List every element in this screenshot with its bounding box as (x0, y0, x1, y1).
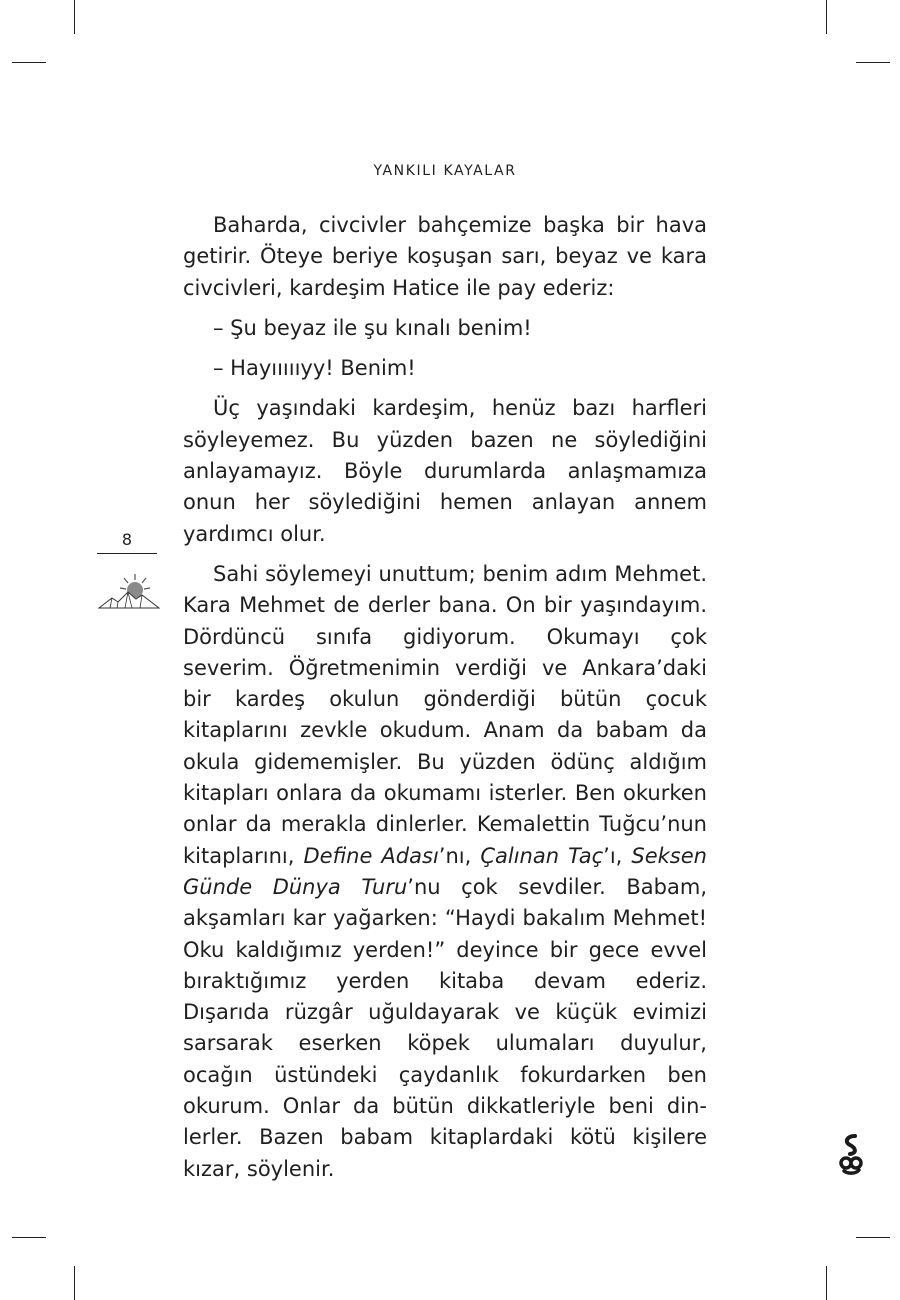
book-title: Define Adası (303, 843, 439, 868)
crop-mark-top-right-h (856, 62, 890, 63)
sun-mountain-icon (98, 572, 160, 614)
publisher-logo-icon (838, 1133, 864, 1175)
text-run: ’nı, (438, 843, 481, 868)
body-text (183, 210, 707, 1194)
text-run: – Hayıııııyy! Benim! (213, 356, 416, 381)
paragraph (183, 559, 707, 1185)
crop-mark-bottom-right (826, 1266, 827, 1300)
text-run: Baharda, civcivler bahçemize başka bir hava getirir. Öteye beriye koşuşan sarı, beyaz ve kara civcivleri, kardeşim Hatice ile pay ederiz: (183, 213, 707, 300)
running-head: YANKILI KAYALAR (373, 163, 517, 179)
folio-rule (97, 553, 157, 554)
crop-mark-top-left-h (12, 62, 46, 63)
book-title: Seksen Günde Dünya Turu (183, 843, 707, 899)
text-run: Sahi söylemeyi unuttum; benim adım Mehmet. Kara Mehmet de derler bana. On bir yaşındayım. Dördüncü sınıfa gidiyorum. Okumayı çok severim. Öğretmenimin verdiği ve Ankara’daki bir kardeş okulun gönderdiği bütün çocuk kitaplarını zevkle okudum. Anam da babam da okula gidememişler. Bu yüzden ödünç aldığım kitapları onlara da okumamı isterler. Ben okurken onlar da merakla dinlerler. Kemalettin Tuğcu’nun kitaplarını, (183, 561, 707, 868)
text-run: – Şu beyaz ile şu kınalı benim! (213, 315, 532, 340)
book-title: Çalınan Taç (480, 843, 604, 868)
crop-mark-bottom-left (74, 1266, 75, 1300)
paragraph (183, 210, 707, 304)
text-run: ’nu çok sevdiler. Babam, akşamları kar yağarken: “Haydi bakalım Mehmet! Oku kaldığımız yerden!” deyince bir gece evvel bıraktığımız yerden kitaba devam ederiz. Dışarıda rüzgâr uğuldayarak ve küçük evimizi sarsarak eserken köpek ulumaları duyulur, ocağın üstündeki çaydanlık fokurdarken ben okurum. Onlar da bütün dikkatleriyle beni dinlerler. Bazen babam kitaplardaki kötü kişilere kızar, söylenir. (183, 874, 707, 1181)
crop-mark-bottom-left-h (12, 1237, 46, 1238)
paragraph (183, 393, 707, 549)
dialog-line (183, 353, 707, 384)
page-number: 8 (121, 530, 133, 549)
dialog-line (183, 313, 707, 344)
crop-mark-top-left (74, 0, 75, 34)
crop-mark-top-right (826, 0, 827, 34)
text-run: ’ı, (603, 843, 632, 868)
text-run: Üç yaşındaki kardeşim, henüz bazı harfleri söyleyemez. Bu yüzden bazen ne söylediğini anlayamayız. Böyle durumlarda anlaşmamıza onun her söylediğini hemen anlayan annem yardımcı olur. (183, 396, 707, 546)
crop-mark-bottom-right-h (856, 1237, 890, 1238)
